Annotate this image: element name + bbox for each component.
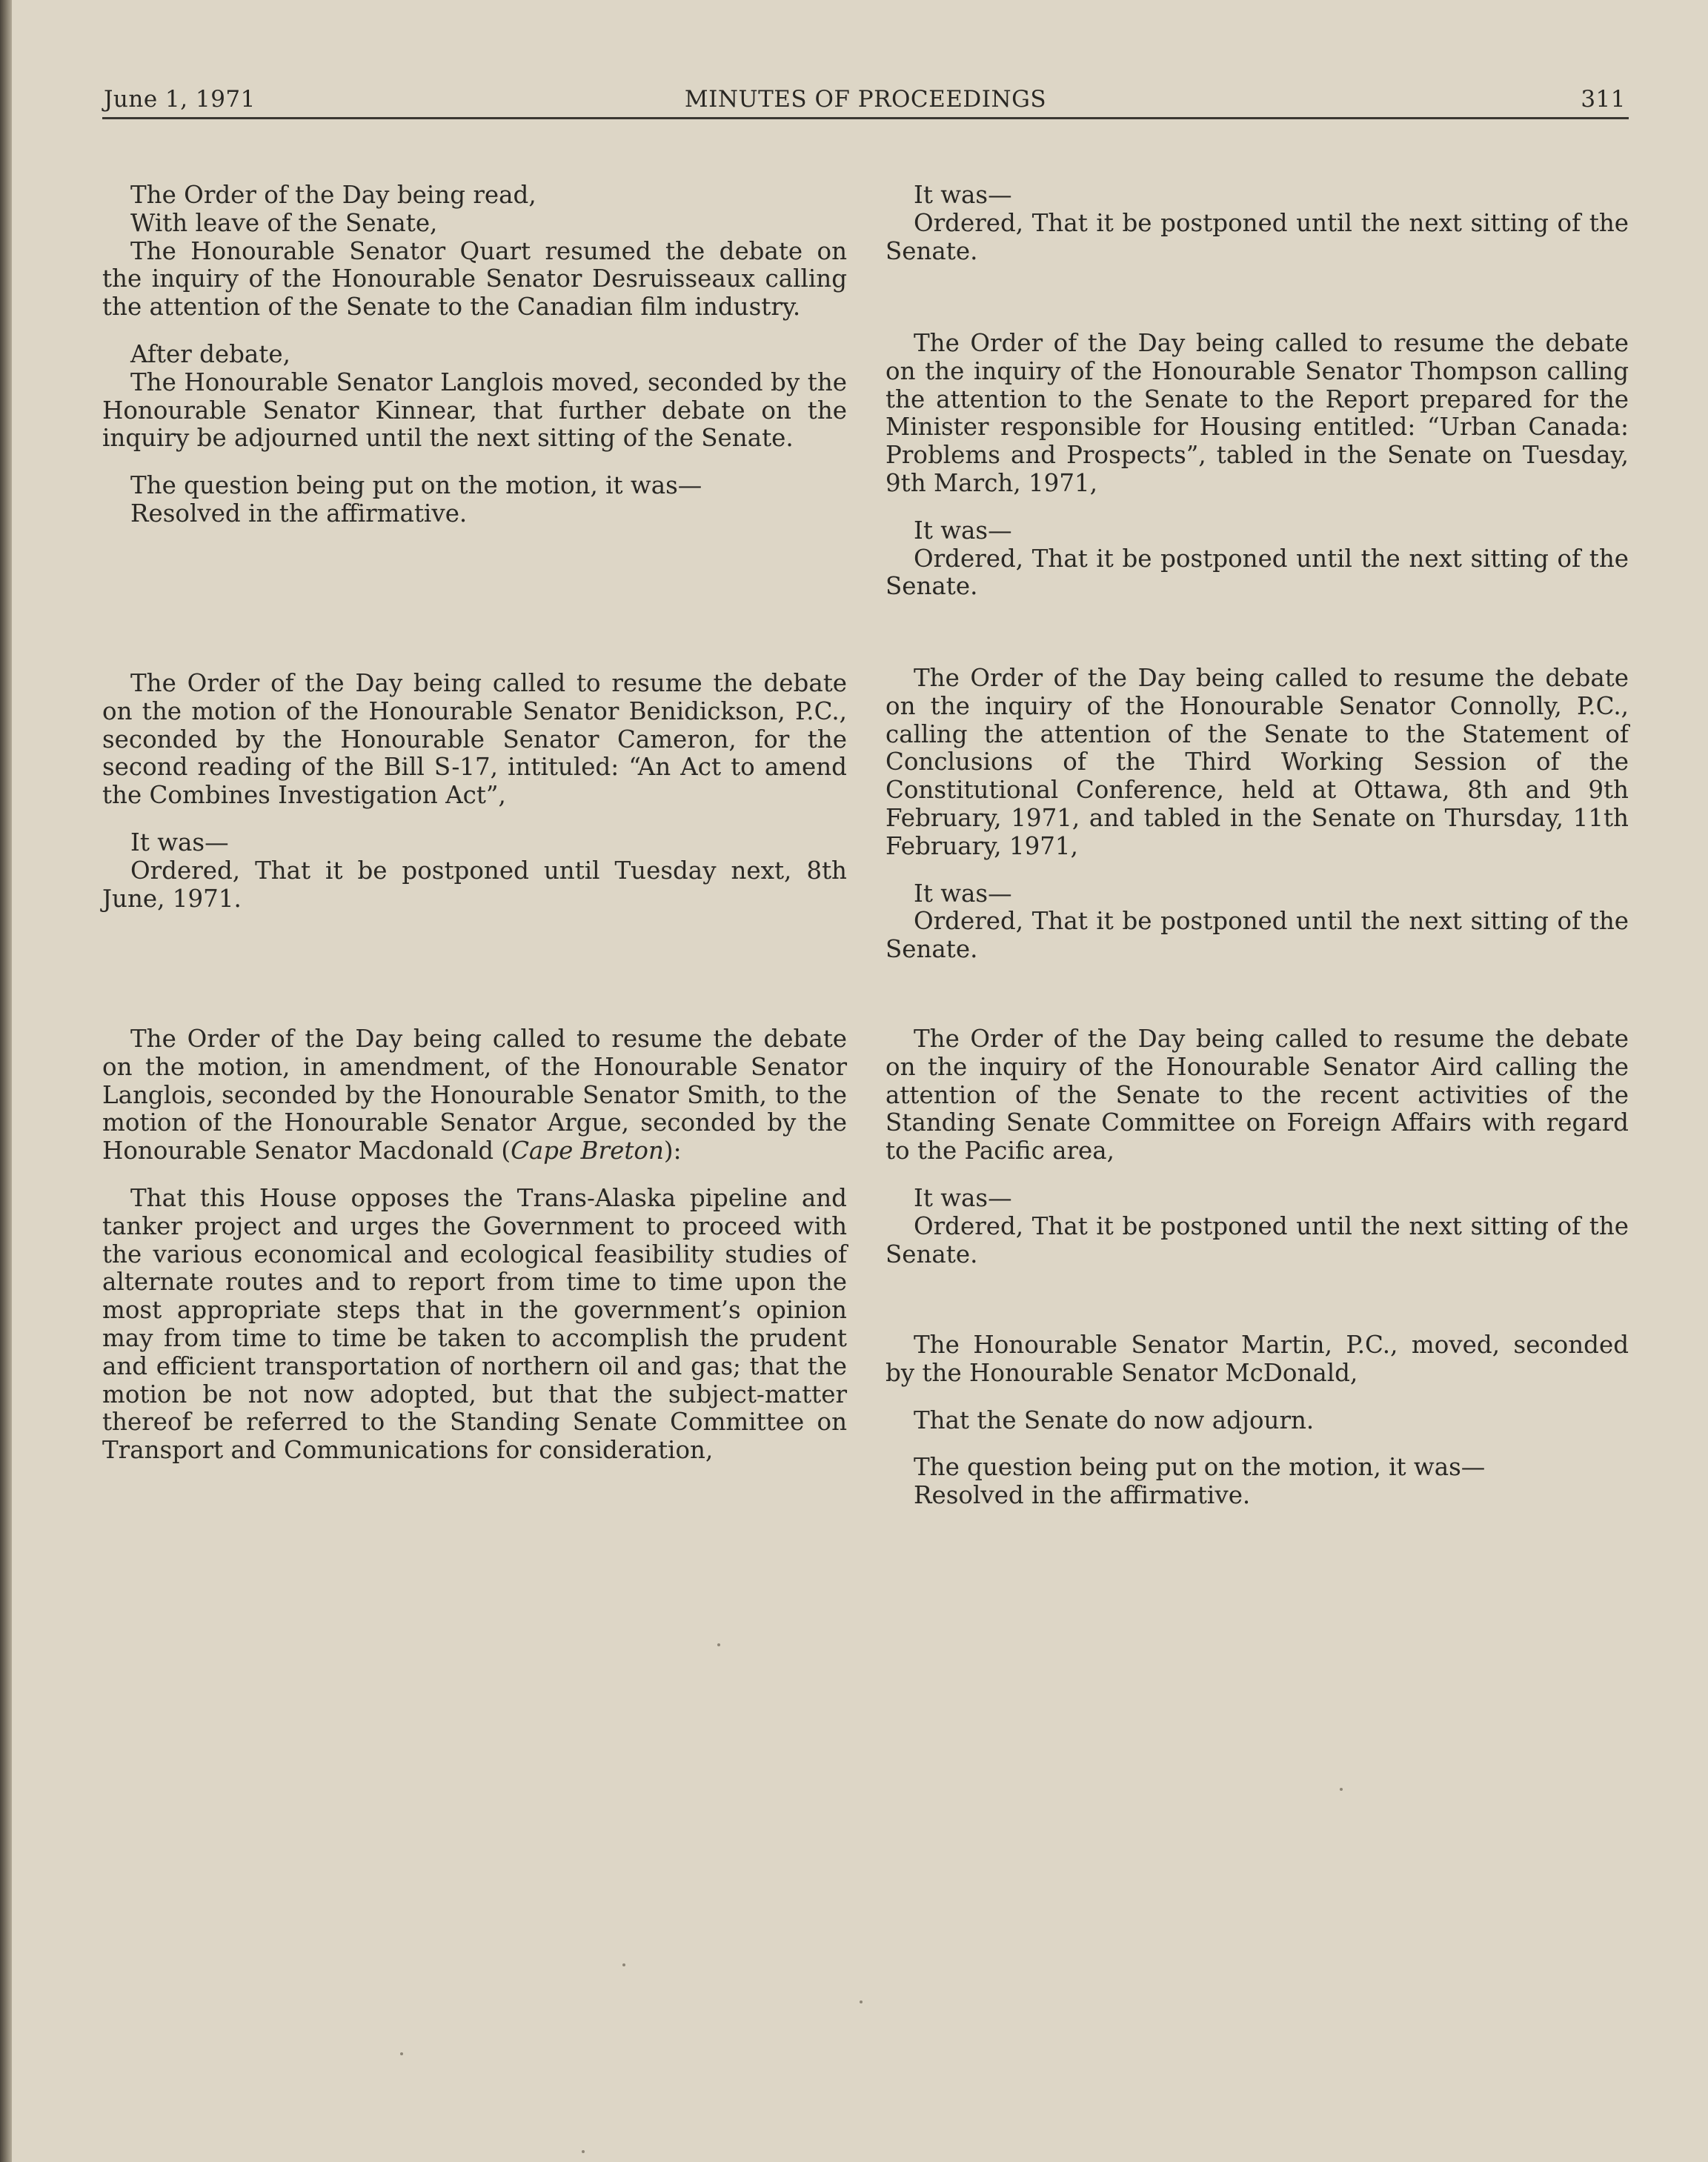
paragraph: Ordered, That it be postponed until the next sitting of the Senate. bbox=[885, 544, 1629, 601]
entry-continuation bbox=[885, 182, 1629, 265]
entry-thompson bbox=[885, 330, 1629, 601]
text-run: ): bbox=[663, 1137, 682, 1165]
paragraph: Resolved in the affirmative. bbox=[130, 499, 468, 528]
running-header bbox=[102, 83, 1629, 119]
entry-langlois-amendment bbox=[102, 1025, 847, 1465]
paragraph: After debate, bbox=[130, 339, 290, 368]
paper-speck bbox=[860, 2000, 863, 2003]
paragraph: Ordered, That it be postponed until the next sitting of the Senate. bbox=[885, 208, 1629, 265]
text-run: The Order of the Day being called to resume the debate on the motion, in amendment, of the Honourable Senator Langlois, seconded by the Honourable Senator Smith, to the motion of the Honourable Senator Argue, seconded by the Honourable Senator Macdonald ( bbox=[102, 1025, 847, 1165]
paper-speck bbox=[1340, 1788, 1343, 1791]
paragraph: It was— bbox=[130, 828, 229, 857]
paper-speck bbox=[622, 1963, 625, 1966]
entry-adjournment bbox=[885, 1331, 1629, 1510]
italic-text: Cape Breton bbox=[511, 1137, 664, 1165]
paragraph: That this House opposes the Trans-Alaska pipeline and tanker project and urges the Government to proceed with the various economical and ecological feasibility studies of alternate routes and to report from time to time upon the most appropriate steps that in the government’s opinion may from time to time be taken to accomplish the prudent and efficient transportation of northern oil and gas; that the motion be not now adopted, but that the subject-matter thereof be referred to the Standing Senate Committee on Transport and Communications for consideration, bbox=[102, 1183, 847, 1465]
paragraph: The Order of the Day being read, bbox=[130, 181, 536, 209]
paragraph: The Honourable Senator Langlois moved, seconded by the Honourable Senator Kinnear, that further debate on the inquiry be adjourned until the next sitting of the Senate. bbox=[102, 367, 847, 453]
paragraph: That the Senate do now adjourn. bbox=[914, 1406, 1315, 1434]
paragraph: Resolved in the affirmative. bbox=[914, 1481, 1251, 1510]
paragraph: The question being put on the motion, it was— bbox=[130, 471, 702, 500]
paragraph: The Order of the Day being called to resume the debate on the inquiry of the Honourable Senator Thompson calling the attention to the Senate to the Report prepared for the Minister responsible for Housing entitled: “Urban Canada: Problems and Prospects”, tabled in the Senate on Tuesday, 9th March, 1971, bbox=[885, 329, 1629, 497]
entry-quart bbox=[102, 182, 847, 528]
paragraph: It was— bbox=[914, 516, 1012, 545]
paragraph: The Honourable Senator Martin, P.C., moved, seconded by the Honourable Senator McDonald, bbox=[885, 1331, 1629, 1387]
paragraph: The Order of the Day being called to resume the debate on the inquiry of the Honourable Senator Aird calling the attention of the Senate to the recent activities of the Standing Senate Committee on Foreign Affairs with regard to the Pacific area, bbox=[885, 1025, 1629, 1165]
page-number: 311 bbox=[1581, 86, 1626, 113]
paragraph: The Honourable Senator Quart resumed the debate on the inquiry of the Honourable Senator Desruisseaux calling the attention of the Senate to the Canadian film industry. bbox=[102, 236, 847, 322]
paragraph: The Order of the Day being called to resume the debate on the inquiry of the Honourable Senator Connolly, P.C., calling the attention of the Senate to the Statement of Conclusions of the Third Working Session of the Constitutional Conference, held at Ottawa, 8th and 9th February, 1971, and tabled in the Senate on Thursday, 11th February, 1971, bbox=[885, 664, 1629, 860]
paragraph: The question being put on the motion, it was— bbox=[914, 1453, 1486, 1482]
paragraph: The Order of the Day being called to resume the debate on the motion of the Honourable Senator Benidickson, P.C., seconded by the Honourable Senator Cameron, for the second reading of the Bill S-17, intituled: “An Act to amend the Combines Investigation Act”, bbox=[102, 669, 847, 810]
header-title: MINUTES OF PROCEEDINGS bbox=[684, 86, 1047, 113]
paragraph: It was— bbox=[914, 879, 1012, 908]
header-date: June 1, 1971 bbox=[104, 86, 256, 113]
paper-speck bbox=[582, 2150, 585, 2153]
paragraph: It was— bbox=[914, 1183, 1012, 1212]
paragraph bbox=[102, 1025, 847, 1165]
paragraph: Ordered, That it be postponed until the next sitting of the Senate. bbox=[885, 1211, 1629, 1268]
entry-benidickson bbox=[102, 670, 847, 913]
paragraph: With leave of the Senate, bbox=[130, 208, 438, 237]
paper-speck bbox=[717, 1643, 720, 1646]
entry-aird bbox=[885, 1025, 1629, 1268]
paragraph: Ordered, That it be postponed until the next sitting of the Senate. bbox=[885, 907, 1629, 964]
paragraph: Ordered, That it be postponed until Tuesday next, 8th June, 1971. bbox=[102, 856, 847, 913]
paper-speck bbox=[400, 2052, 403, 2055]
entry-connolly bbox=[885, 665, 1629, 964]
paragraph: It was— bbox=[914, 181, 1012, 209]
